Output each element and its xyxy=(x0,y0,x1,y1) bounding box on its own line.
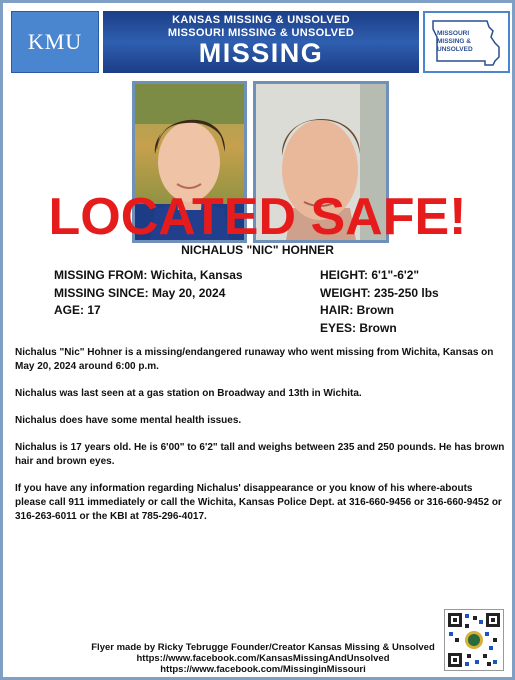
facebook-link-kansas[interactable]: https://www.facebook.com/KansasMissingAndUnsolved xyxy=(136,653,390,664)
facts-left xyxy=(54,267,243,320)
paragraph: Nichalus is 17 years old. He is 6'00" to 6'2" tall and weighs between 235 and 250 pounds. He has brown hair and brown eyes. xyxy=(15,442,505,467)
weight: WEIGHT: 235-250 lbs xyxy=(320,285,439,300)
description xyxy=(15,346,505,537)
flyer-credit: Flyer made by Ricky Tebrugge Founder/Creator Kansas Missing & Unsolved xyxy=(91,642,435,653)
title-banner xyxy=(103,11,419,73)
banner-line-missouri: MISSOURI MISSING & UNSOLVED xyxy=(167,27,355,39)
person-name: NICHALUS "NIC" HOHNER xyxy=(181,243,334,257)
eyes: EYES: Brown xyxy=(320,320,397,335)
kmu-logo: KMU xyxy=(11,11,99,73)
facts-right xyxy=(320,267,439,337)
paragraph: If you have any information regarding Nichalus' disappearance or you know of his where-abouts please call 911 immediately or call the Wichita, Kansas Police Dept. at 316-660-9456 or 316-660-9452 or 316-263-6011 or the KBI at 785-296-4017. xyxy=(15,483,502,522)
age: AGE: 17 xyxy=(54,303,101,317)
missing-since: MISSING SINCE: May 20, 2024 xyxy=(54,285,226,300)
missing-from: MISSING FROM: Wichita, Kansas xyxy=(54,268,243,282)
paragraph: Nichalus does have some mental health issues. xyxy=(15,415,242,426)
banner-title: MISSING xyxy=(198,38,324,68)
footer-credits xyxy=(63,642,463,675)
missouri-logo-text: MISSOURI MISSING & UNSOLVED xyxy=(437,30,473,53)
banner-line-kansas: KANSAS MISSING & UNSOLVED xyxy=(172,14,350,26)
flyer-header xyxy=(11,11,510,73)
height: HEIGHT: 6'1"-6'2" xyxy=(320,268,420,282)
hair: HAIR: Brown xyxy=(320,303,394,317)
qr-code xyxy=(444,609,504,671)
missouri-logo xyxy=(423,11,510,73)
paragraph: Nichalus "Nic" Hohner is a missing/endangered runaway who went missing from Wichita, Kansas on May 20, 2024 around 6:00 p.m. xyxy=(15,347,494,372)
located-safe-stamp: LOCATED SAFE! xyxy=(48,188,467,246)
paragraph: Nichalus was last seen at a gas station on Broadway and 13th in Wichita. xyxy=(15,388,362,399)
facebook-link-missouri[interactable]: https://www.facebook.com/MissinginMissouri xyxy=(160,664,366,675)
